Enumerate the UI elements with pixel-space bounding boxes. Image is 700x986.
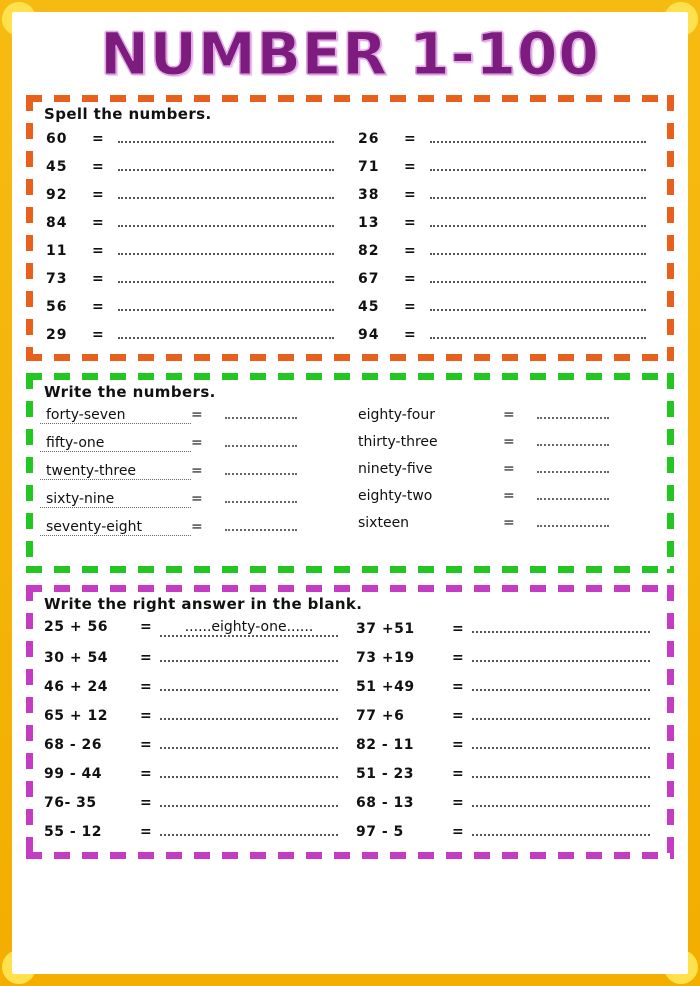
exercise-row <box>40 735 352 753</box>
answer-blank[interactable] <box>472 706 650 720</box>
column-left <box>40 619 352 851</box>
equals-sign: = <box>92 270 104 287</box>
answer-blank[interactable] <box>225 463 297 475</box>
exercise-row <box>352 488 664 504</box>
answer-blank[interactable] <box>430 241 646 255</box>
word-prompt: eighty-two <box>358 487 433 504</box>
equals-sign: = <box>92 214 104 231</box>
answer-blank[interactable] <box>118 129 334 143</box>
equals-sign: = <box>92 186 104 203</box>
exercise-row <box>40 297 352 315</box>
expression-prompt: 76- 35 <box>44 794 97 811</box>
answer-blank[interactable] <box>537 434 609 446</box>
equals-sign: = <box>503 406 515 423</box>
word-prompt: twenty-three <box>40 463 191 480</box>
answer-blank[interactable] <box>225 519 297 531</box>
answer-blank[interactable] <box>225 407 297 419</box>
equals-sign: = <box>404 130 416 147</box>
section-heading: Write the right answer in the blank. <box>44 594 363 613</box>
equals-sign: = <box>404 270 416 287</box>
section-border-right <box>667 585 674 859</box>
answer-blank[interactable] <box>472 764 650 778</box>
section-columns <box>40 129 664 353</box>
exercise-row <box>40 463 352 480</box>
equals-sign: = <box>140 823 152 840</box>
exercise-row <box>40 491 352 508</box>
equals-sign: = <box>452 707 464 724</box>
answer-blank[interactable] <box>118 325 334 339</box>
exercise-row <box>352 297 664 315</box>
expression-prompt: 25 + 56 <box>44 618 108 635</box>
number-prompt: 67 <box>358 270 380 287</box>
equals-sign: = <box>92 242 104 259</box>
answer-blank[interactable] <box>537 407 609 419</box>
section-border-right <box>667 95 674 361</box>
answer-blank[interactable] <box>537 515 609 527</box>
number-prompt: 60 <box>46 130 68 147</box>
exercise-row <box>352 648 664 666</box>
answer-blank[interactable] <box>160 648 338 662</box>
exercise-row <box>352 822 664 840</box>
number-prompt: 56 <box>46 298 68 315</box>
equals-sign: = <box>140 736 152 753</box>
exercise-row <box>352 213 664 231</box>
equals-sign: = <box>191 518 203 535</box>
expression-prompt: 51 +49 <box>356 678 415 695</box>
equals-sign: = <box>503 460 515 477</box>
answer-blank[interactable] <box>472 648 650 662</box>
exercise-row <box>352 325 664 343</box>
exercise-row <box>352 677 664 695</box>
word-prompt: seventy-eight <box>40 519 191 536</box>
equals-sign: = <box>503 487 515 504</box>
equals-sign: = <box>191 462 203 479</box>
section-columns <box>40 407 664 547</box>
answer-blank[interactable] <box>430 297 646 311</box>
answer-blank[interactable] <box>430 129 646 143</box>
equals-sign: = <box>140 765 152 782</box>
answer-blank[interactable] <box>472 735 650 749</box>
word-prompt: sixteen <box>358 514 410 531</box>
number-prompt: 38 <box>358 186 380 203</box>
answer-blank[interactable] <box>225 435 297 447</box>
number-prompt: 11 <box>46 242 68 259</box>
section-border-right <box>667 373 674 573</box>
exercise-row <box>40 619 352 637</box>
answer-blank[interactable] <box>118 213 334 227</box>
exercise-row <box>40 185 352 203</box>
column-right <box>352 129 664 353</box>
expression-prompt: 55 - 12 <box>44 823 103 840</box>
section-heading: Write the numbers. <box>44 382 216 401</box>
column-left <box>40 129 352 353</box>
section-border-top <box>26 373 674 380</box>
number-prompt: 73 <box>46 270 68 287</box>
equals-sign: = <box>503 433 515 450</box>
expression-prompt: 97 - 5 <box>356 823 404 840</box>
exercise-row <box>40 213 352 231</box>
equals-sign: = <box>140 678 152 695</box>
answer-blank[interactable] <box>430 157 646 171</box>
word-prompt: thirty-three <box>358 433 438 450</box>
exercise-row <box>352 434 664 450</box>
answer-blank[interactable] <box>160 735 338 749</box>
expression-prompt: 73 +19 <box>356 649 415 666</box>
exercise-row <box>40 407 352 424</box>
equals-sign: = <box>404 214 416 231</box>
exercise-row <box>352 129 664 147</box>
section-border-top <box>26 585 674 592</box>
answer-blank[interactable] <box>118 185 334 199</box>
answer-blank[interactable] <box>472 619 650 633</box>
equals-sign: = <box>452 765 464 782</box>
answer-blank[interactable] <box>430 185 646 199</box>
section-border-bottom <box>26 852 674 859</box>
answer-blank[interactable] <box>537 461 609 473</box>
answer-blank[interactable] <box>160 793 338 807</box>
expression-prompt: 77 +6 <box>356 707 405 724</box>
equals-sign: = <box>92 326 104 343</box>
number-prompt: 94 <box>358 326 380 343</box>
number-prompt: 13 <box>358 214 380 231</box>
word-prompt: eighty-four <box>358 406 435 423</box>
exercise-row <box>352 185 664 203</box>
section-border-left <box>26 95 33 361</box>
equals-sign: = <box>92 130 104 147</box>
exercise-row <box>352 764 664 782</box>
answer-blank[interactable] <box>160 764 338 778</box>
expression-prompt: 82 - 11 <box>356 736 415 753</box>
exercise-row <box>40 519 352 536</box>
expression-prompt: 46 + 24 <box>44 678 108 695</box>
equals-sign: = <box>140 618 152 635</box>
equals-sign: = <box>140 794 152 811</box>
number-prompt: 71 <box>358 158 380 175</box>
exercise-row <box>352 269 664 287</box>
equals-sign: = <box>404 158 416 175</box>
exercise-row <box>352 461 664 477</box>
column-left <box>40 407 352 547</box>
answer-blank[interactable] <box>430 269 646 283</box>
equals-sign: = <box>191 406 203 423</box>
exercise-row <box>40 677 352 695</box>
answer-blank[interactable] <box>118 241 334 255</box>
expression-prompt: 68 - 26 <box>44 736 103 753</box>
equals-sign: = <box>92 158 104 175</box>
equals-sign: = <box>92 298 104 315</box>
answer-blank[interactable] <box>118 297 334 311</box>
section-border-bottom <box>26 354 674 361</box>
equals-sign: = <box>452 678 464 695</box>
answer-blank[interactable] <box>160 822 338 836</box>
number-prompt: 29 <box>46 326 68 343</box>
equals-sign: = <box>452 794 464 811</box>
expression-prompt: 65 + 12 <box>44 707 108 724</box>
equals-sign: = <box>404 186 416 203</box>
word-prompt: sixty-nine <box>40 491 191 508</box>
exercise-row <box>40 764 352 782</box>
number-prompt: 26 <box>358 130 380 147</box>
exercise-row <box>40 269 352 287</box>
exercise-row <box>40 435 352 452</box>
answer-blank[interactable] <box>118 269 334 283</box>
exercise-row <box>352 735 664 753</box>
answer-blank[interactable] <box>160 677 338 691</box>
exercise-row <box>40 793 352 811</box>
section-border-bottom <box>26 566 674 573</box>
section-border-left <box>26 373 33 573</box>
page-title: NUMBER 1-100 <box>100 20 600 88</box>
exercise-row <box>352 793 664 811</box>
expression-prompt: 99 - 44 <box>44 765 103 782</box>
expression-prompt: 51 - 23 <box>356 765 415 782</box>
exercise-row <box>352 407 664 423</box>
exercise-row <box>40 822 352 840</box>
exercise-row <box>352 706 664 724</box>
answer-blank[interactable] <box>430 325 646 339</box>
equals-sign: = <box>404 326 416 343</box>
section-border-top <box>26 95 674 102</box>
exercise-row <box>352 241 664 259</box>
worksheet-sheet <box>12 12 688 974</box>
answer-blank[interactable] <box>225 491 297 503</box>
number-prompt: 45 <box>358 298 380 315</box>
section-write-the-right-answer <box>26 585 674 859</box>
exercise-row <box>352 619 664 637</box>
equals-sign: = <box>452 649 464 666</box>
answer-blank[interactable] <box>118 157 334 171</box>
equals-sign: = <box>452 620 464 637</box>
equals-sign: = <box>503 514 515 531</box>
column-right <box>352 619 664 851</box>
expression-prompt: 30 + 54 <box>44 649 108 666</box>
equals-sign: = <box>191 434 203 451</box>
number-prompt: 84 <box>46 214 68 231</box>
section-write-the-numbers <box>26 373 674 573</box>
exercise-row <box>352 157 664 175</box>
number-prompt: 45 <box>46 158 68 175</box>
expression-prompt: 37 +51 <box>356 620 415 637</box>
exercise-row <box>40 706 352 724</box>
column-right <box>352 407 664 547</box>
equals-sign: = <box>191 490 203 507</box>
section-heading: Spell the numbers. <box>44 104 212 123</box>
section-border-left <box>26 585 33 859</box>
answer-blank[interactable] <box>537 488 609 500</box>
word-prompt: forty-seven <box>40 407 191 424</box>
equals-sign: = <box>140 707 152 724</box>
exercise-row <box>40 157 352 175</box>
exercise-row <box>40 648 352 666</box>
answer-blank[interactable] <box>160 706 338 720</box>
answer-blank[interactable] <box>472 677 650 691</box>
equals-sign: = <box>404 298 416 315</box>
answer-blank[interactable] <box>430 213 646 227</box>
number-prompt: 82 <box>358 242 380 259</box>
equals-sign: = <box>452 736 464 753</box>
section-columns <box>40 619 664 851</box>
equals-sign: = <box>452 823 464 840</box>
exercise-row <box>40 241 352 259</box>
expression-prompt: 68 - 13 <box>356 794 415 811</box>
answer-blank[interactable] <box>472 822 650 836</box>
exercise-row <box>352 515 664 531</box>
word-prompt: ninety-five <box>358 460 433 477</box>
exercise-row <box>40 325 352 343</box>
number-prompt: 92 <box>46 186 68 203</box>
section-spell-the-numbers <box>26 95 674 361</box>
word-prompt: fifty-one <box>40 435 191 452</box>
answer-blank[interactable] <box>472 793 650 807</box>
equals-sign: = <box>140 649 152 666</box>
exercise-row <box>40 129 352 147</box>
answer-blank[interactable]: ......eighty-one...... <box>160 619 338 637</box>
equals-sign: = <box>404 242 416 259</box>
